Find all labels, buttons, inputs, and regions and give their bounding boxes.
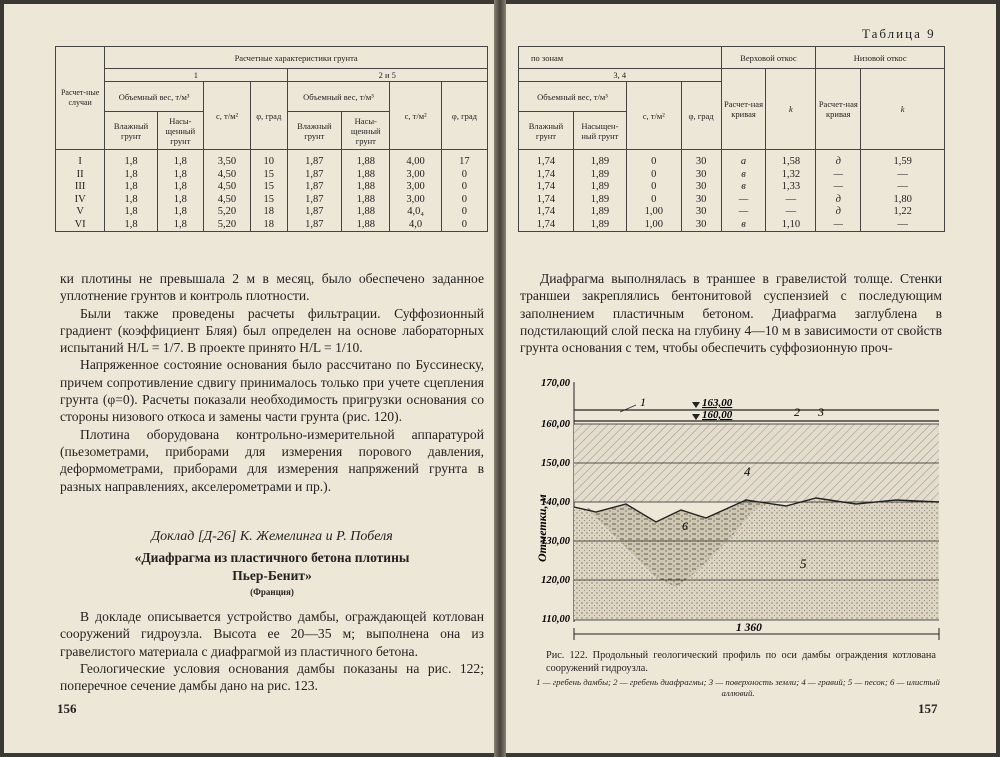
table-row: 1,74 1,89 1,00 30 в 1,10 — — [519, 219, 945, 232]
table-row: 1,74 1,89 1,00 30 — — д 1,22 [519, 206, 945, 219]
left-body-text-2 [60, 608, 484, 694]
saturated-header: Насы-щенный грунт [157, 112, 203, 150]
y-tick-label: 170,00 [541, 378, 570, 389]
cohesion-header: c, т/м² [626, 82, 681, 150]
layer-label-2: 2 [794, 405, 800, 419]
y-tick-label: 110,00 [541, 614, 570, 625]
report-reference: Доклад [Д-26] К. Жемелинга и Р. Побеля [151, 529, 393, 544]
by-zones-header: по зонам [519, 47, 722, 69]
report-heading [60, 528, 484, 601]
layer-label-3: 3 [818, 405, 824, 419]
report-country: (Франция) [250, 586, 294, 597]
left-soil-table [55, 46, 488, 232]
table-row: 1,74 1,89 0 30 — — д 1,80 [519, 194, 945, 207]
page-number: 156 [57, 701, 77, 716]
table-row: II 1,8 1,8 4,50 15 1,87 1,88 3,00 0 [56, 169, 488, 182]
level-marker-160 [692, 414, 700, 420]
paragraph: Плотина оборудована контрольно-измерительной аппаратурой (пьезометрами, приборами для измерения порового давления, деформометрами, приборами для измерения напряжений грунта в разных направлениях, акселерометрами и пр.). [60, 426, 484, 494]
saturated-header: Насыщен-ный грунт [573, 112, 626, 150]
table-row: V 1,8 1,8 5,20 18 1,87 1,88 4,0₄ 0 [56, 206, 488, 219]
paragraph: Геологические условия основания дамбы показаны на рис. 122; поперечное сечение дамбы дано на рис. 123. [60, 660, 484, 694]
zone-1-header: 1 [105, 69, 287, 82]
table-row: 1,74 1,89 0 30 а 1,58 д 1,59 [519, 150, 945, 169]
table-row: VI 1,8 1,8 5,20 18 1,87 1,88 4,0 0 [56, 219, 488, 232]
k-header: k [861, 69, 945, 150]
y-tick-label: 140,00 [541, 497, 570, 508]
page-number: 157 [918, 701, 938, 716]
curve-header: Расчет-ная кривая [721, 69, 766, 150]
length-label: 1 360 [736, 622, 762, 634]
table-row: I 1,8 1,8 3,50 10 1,87 1,88 4,00 17 [56, 150, 488, 169]
right-body-text [520, 270, 942, 356]
wet-header: Влажный грунт [287, 112, 342, 150]
y-tick-label: 150,00 [541, 458, 570, 469]
y-tick-labels [541, 378, 571, 625]
group-header: Расчетные характеристики грунта [105, 47, 488, 69]
level-163-label: 163,00 [702, 397, 733, 409]
paragraph: Напряженное состояние основания было рассчитано по Буссинеску, причем сопротивление сдвигу принималось только при учете сцепления грунта (φ=0). Расчеты показали необходимость пригрузки основания со стороны низового откоса и замены части грунта (рис. 120). [60, 357, 484, 425]
paragraph: ки плотины не превышала 2 м в месяц, было обеспечено заданное уплотнение грунтов и контроль плотности. [60, 271, 484, 304]
y-tick-label: 120,00 [541, 575, 570, 586]
y-tick-label: 130,00 [541, 536, 570, 547]
cohesion-header: c, т/м² [390, 82, 441, 150]
left-page [4, 4, 494, 753]
figure-caption: Рис. 122. Продольный геологический профиль по оси дамбы ограждения котлована сооружений гидроузла. [546, 650, 936, 674]
cohesion-header: c, т/м² [203, 82, 250, 150]
y-axis-title: Отметки, м [535, 494, 549, 562]
right-page [506, 4, 996, 753]
table-row: III 1,8 1,8 4,50 15 1,87 1,88 3,00 0 [56, 181, 488, 194]
wet-header: Влажный грунт [105, 112, 158, 150]
unit-weight-header: Объемный вес, т/м³ [519, 82, 627, 112]
upstream-header: Верховой откос [721, 47, 816, 69]
phi-header: φ, град [441, 82, 487, 150]
table-row: 1,74 1,89 0 30 в 1,33 — — [519, 181, 945, 194]
layer-label-4: 4 [744, 464, 751, 479]
k-header: k [766, 69, 816, 150]
level-160-label: 160,00 [702, 409, 733, 421]
layer-label-1: 1 [640, 395, 646, 409]
table-label: Таблица 9 [862, 26, 936, 41]
downstream-header: Низовой откос [816, 47, 945, 69]
leader-line [620, 405, 636, 412]
unit-weight-header: Объемный вес, т/м³ [105, 82, 204, 112]
y-tick-label: 160,00 [541, 419, 570, 430]
phi-header: φ, град [681, 82, 721, 150]
level-marker-163 [692, 402, 700, 408]
geological-profile-figure [516, 372, 946, 644]
paragraph: Диафрагма выполнялась в траншее в гравелистой толще. Стенки траншеи закреплялись бентонитовой суспензией с последующим заполнением пластичным бетоном. Диафрагма заглублена в подстилающий слой песка на глубину 4—10 м в зависимости от свойств грунта основания с тем, чтобы обеспечить суффозионную проч- [520, 271, 942, 356]
wet-header: Влажный грунт [519, 112, 574, 150]
zone-header: 3, 4 [519, 69, 722, 82]
paragraph: В докладе описывается устройство дамбы, ограждающей котлован сооружений гидроузла. Высота ее 20—35 м; выполнена она из гравелистого материала с диафрагмой из пластичного бетона. [60, 609, 484, 659]
paragraph: Были также проведены расчеты фильтрации. Суффозионный градиент (коэффициент Бляя) был определен на основе лабораторных испытаний H/L = 1/7. В проекте принято H/L = 1/10. [60, 305, 484, 356]
phi-header: φ, град [251, 82, 287, 150]
figure-legend: 1 — гребень дамбы; 2 — гребень диафрагмы; 3 — поверхность земли; 4 — гравий; 5 — песок; 6 — илистый аллювий. [536, 677, 940, 698]
table-row: 1,74 1,89 0 30 в 1,32 — — [519, 169, 945, 182]
unit-weight-header: Объемный вес, т/м³ [287, 82, 390, 112]
case-header: Расчет-ные случаи [56, 47, 105, 150]
layer-label-6: 6 [682, 519, 688, 533]
right-soil-table [518, 46, 945, 232]
left-body-text [60, 270, 484, 495]
report-title: «Диафрагма из пластичного бетона плотины Пьер-Бенит» [134, 550, 410, 583]
zone-2-header: 2 и 5 [287, 69, 488, 82]
table-row: IV 1,8 1,8 4,50 15 1,87 1,88 3,00 0 [56, 194, 488, 207]
curve-header: Расчет-ная кривая [816, 69, 861, 150]
saturated-header: Насы-щенный грунт [342, 112, 390, 150]
book-spine [494, 0, 506, 757]
layer-label-5: 5 [800, 556, 807, 571]
